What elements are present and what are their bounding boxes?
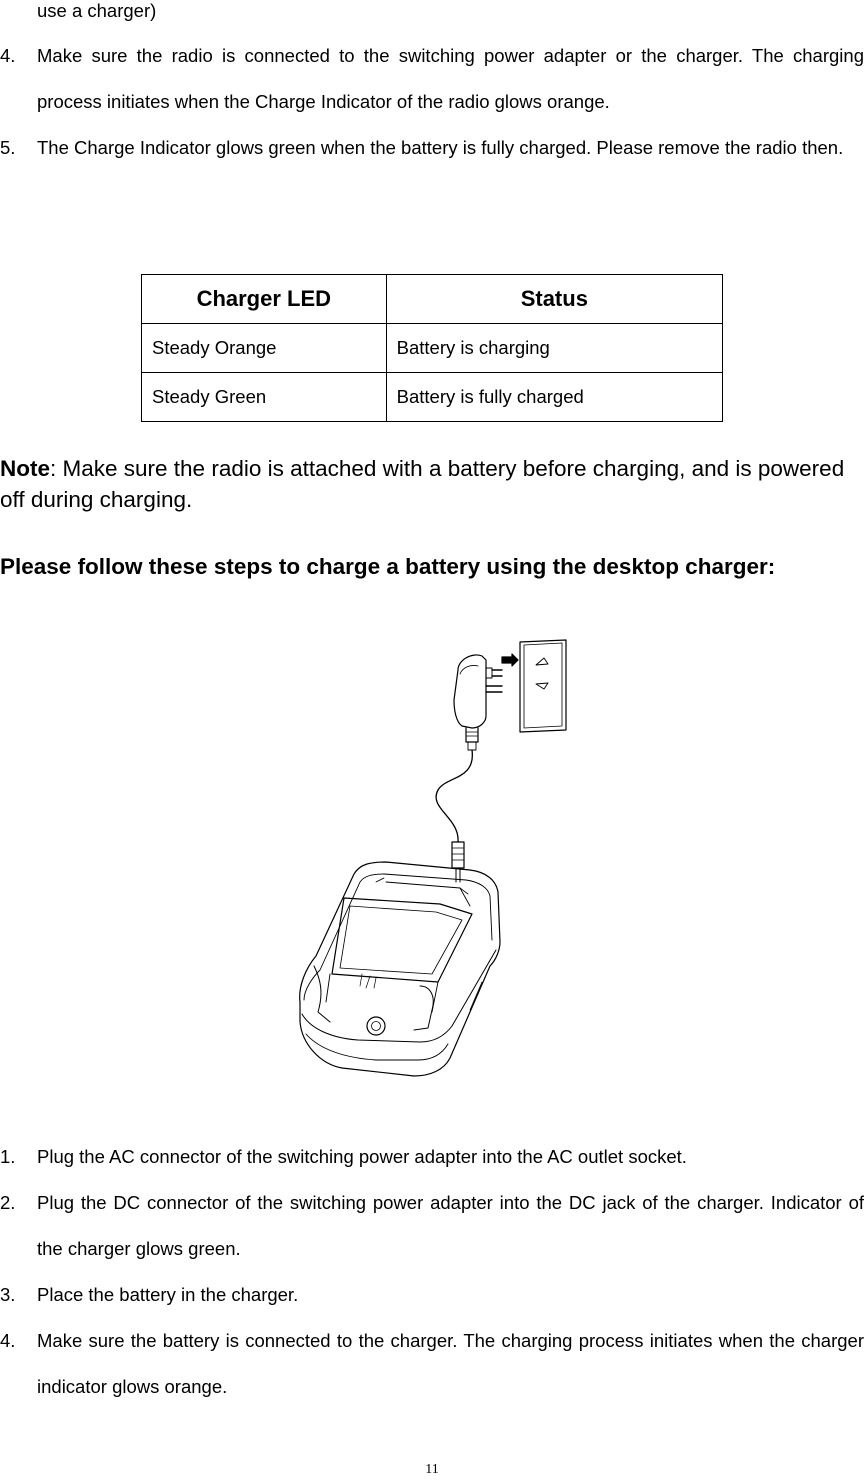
step-number: 3. bbox=[0, 1284, 16, 1305]
desktop-charging-steps bbox=[0, 1134, 864, 1410]
step-text: The Charge Indicator glows green when the battery is fully charged. Please remove the radio then. bbox=[37, 137, 844, 158]
table-row bbox=[142, 373, 723, 422]
power-cable-icon bbox=[436, 750, 472, 842]
step-number: 4. bbox=[0, 45, 16, 66]
step-text: Make sure the battery is connected to the charger. The charging process initiates when the charger indicator glows orange. bbox=[37, 1330, 864, 1397]
list-item bbox=[0, 1272, 864, 1318]
step-text: Make sure the radio is connected to the switching power adapter or the charger. The charging process initiates when the Charge Indicator of the radio glows orange. bbox=[37, 45, 864, 112]
page-number: 11 bbox=[425, 1462, 439, 1477]
note-label: Note bbox=[0, 456, 50, 481]
desktop-charger-illustration bbox=[290, 630, 590, 1090]
step-text: Place the battery in the charger. bbox=[37, 1284, 299, 1305]
desktop-charger-base-icon bbox=[300, 862, 500, 1076]
note-text: : Make sure the radio is attached with a battery before charging, and is powered off during charging. bbox=[0, 456, 845, 512]
step-number: 4. bbox=[0, 1330, 16, 1351]
list-item bbox=[0, 1134, 864, 1180]
step-text: Plug the AC connector of the switching power adapter into the AC outlet socket. bbox=[37, 1146, 687, 1167]
dc-plug-icon bbox=[452, 842, 464, 882]
table-cell: Battery is charging bbox=[386, 324, 722, 373]
list-item bbox=[0, 1318, 864, 1410]
table-header-row bbox=[142, 275, 723, 324]
step-number: 1. bbox=[0, 1146, 16, 1167]
table-cell: Battery is fully charged bbox=[386, 373, 722, 422]
desktop-charger-heading: Please follow these steps to charge a battery using the desktop charger: bbox=[0, 554, 776, 579]
step-number: 2. bbox=[0, 1192, 16, 1213]
radio-charging-steps bbox=[0, 33, 864, 171]
column-header-charger-led: Charger LED bbox=[142, 275, 387, 324]
charger-led-table bbox=[141, 274, 723, 422]
ac-outlet-icon bbox=[520, 640, 566, 732]
table-row bbox=[142, 324, 723, 373]
list-item bbox=[0, 1180, 864, 1272]
power-adapter-icon bbox=[454, 655, 502, 750]
note-paragraph bbox=[0, 453, 860, 515]
step-text: Plug the DC connector of the switching power adapter into the DC jack of the charger. Indicator of the charger glows green. bbox=[37, 1192, 864, 1259]
list-item bbox=[0, 33, 864, 125]
continuation-text: use a charger) bbox=[37, 0, 157, 21]
list-item bbox=[0, 125, 864, 171]
step-number: 5. bbox=[0, 137, 16, 158]
table-cell: Steady Green bbox=[142, 373, 387, 422]
arrow-right-icon bbox=[502, 654, 518, 666]
column-header-status: Status bbox=[386, 275, 722, 324]
table-cell: Steady Orange bbox=[142, 324, 387, 373]
